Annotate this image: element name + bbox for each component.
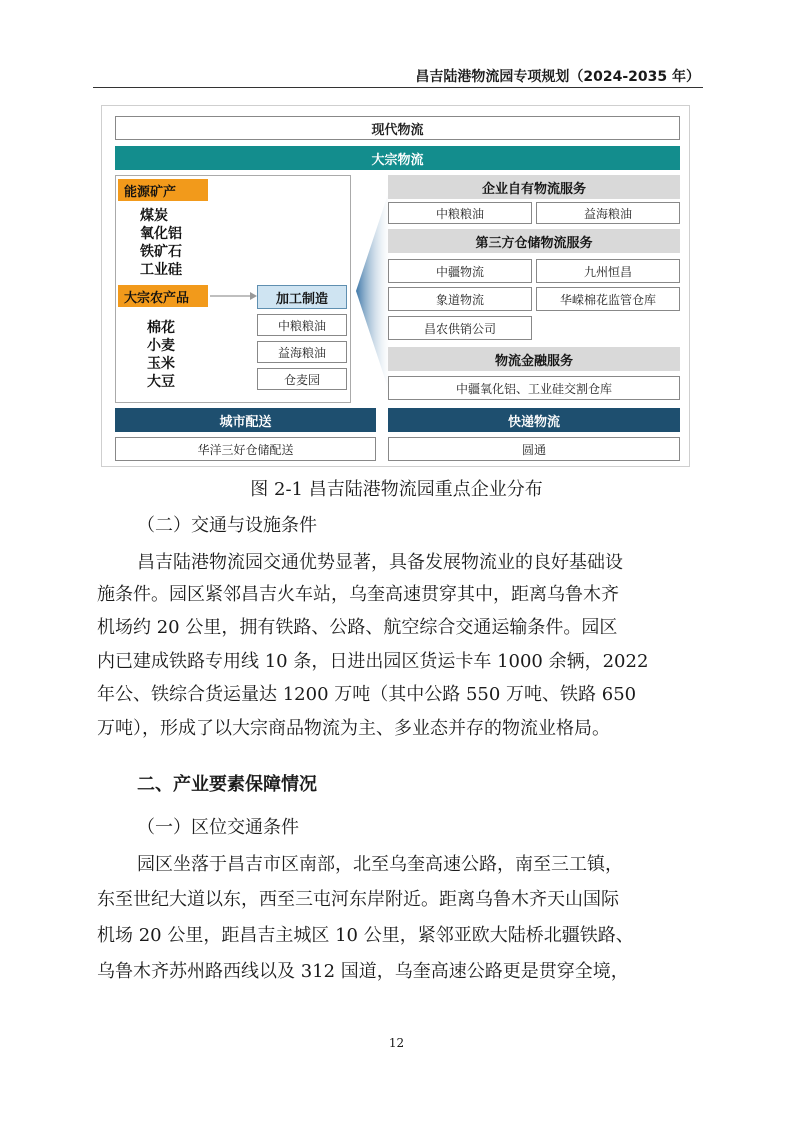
processing-label: 加工制造 (257, 285, 347, 309)
agri-item: 小麦 (147, 338, 175, 354)
text-line: 万吨），形成了以大宗商品物流为主、多业态并存的物流业格局。 (97, 718, 610, 739)
processing-item: 中粮粮油 (257, 314, 347, 336)
express-label: 快递物流 (388, 408, 680, 432)
city-delivery-item: 华洋三好仓储配送 (115, 437, 376, 461)
self-logistics-item: 中粮粮油 (388, 202, 532, 224)
arrow-right-icon (208, 289, 258, 303)
energy-minerals-list (140, 207, 182, 279)
self-logistics-item: 益海粮油 (536, 202, 680, 224)
energy-item: 氧化铝 (140, 226, 182, 242)
text-line: 机场 20 公里，距昌吉主城区 10 公里，紧邻亚欧大陆桥北疆铁路、 (97, 925, 634, 946)
third-party-item: 昌农供销公司 (388, 316, 532, 340)
agri-item: 大豆 (147, 374, 175, 390)
text-line: 昌吉陆港物流园交通优势显著，具备发展物流业的良好基础设 (137, 552, 623, 573)
subsection-heading: （二）交通与设施条件 (137, 515, 317, 536)
finance-item: 中疆氧化铝、工业硅交割仓库 (388, 376, 680, 400)
finance-label: 物流金融服务 (388, 347, 680, 371)
self-logistics-label: 企业自有物流服务 (388, 175, 680, 199)
energy-item: 煤炭 (140, 208, 168, 224)
text-line: 园区坐落于昌吉市区南部，北至乌奎高速公路，南至三工镇， (137, 854, 623, 875)
text-line: 施条件。园区紧邻昌吉火车站，乌奎高速贯穿其中，距离乌鲁木齐 (97, 584, 619, 605)
energy-minerals-label: 能源矿产 (118, 179, 208, 201)
agri-item: 棉花 (147, 320, 175, 336)
processing-item: 仓麦园 (257, 368, 347, 390)
agri-products-list (147, 319, 175, 391)
modern-logistics-bar: 现代物流 (115, 116, 680, 140)
big-arrow-left-icon (354, 178, 390, 404)
third-party-item: 华嵘棉花监管仓库 (536, 287, 680, 311)
text-line: 乌鲁木齐苏州路西线以及 312 国道，乌奎高速公路更是贯穿全境， (97, 961, 629, 982)
third-party-item: 中疆物流 (388, 259, 532, 283)
figure-enterprise-distribution (101, 105, 690, 467)
bulk-logistics-bar: 大宗物流 (115, 146, 680, 170)
page-number: 12 (388, 1036, 405, 1050)
energy-item: 工业硅 (140, 262, 182, 278)
text-line: 内已建成铁路专用线 10 条，日进出园区货运卡车 1000 余辆，2022 (97, 651, 649, 672)
text-line: 年公、铁综合货运量达 1200 万吨（其中公路 550 万吨、铁路 650 (97, 684, 637, 705)
third-party-label: 第三方仓储物流服务 (388, 229, 680, 253)
header-rule (93, 87, 703, 88)
agri-item: 玉米 (147, 356, 175, 372)
text-line: 东至世纪大道以东，西至三屯河东岸附近。距离乌鲁木齐天山国际 (97, 889, 619, 910)
third-party-item: 象道物流 (388, 287, 532, 311)
processing-item: 益海粮油 (257, 341, 347, 363)
section-heading: 二、产业要素保障情况 (137, 774, 317, 795)
express-item: 圆通 (388, 437, 680, 461)
subsection-heading: （一）区位交通条件 (137, 817, 299, 838)
city-delivery-label: 城市配送 (115, 408, 376, 432)
energy-item: 铁矿石 (140, 244, 182, 260)
text-line: 机场约 20 公里，拥有铁路、公路、航空综合交通运输条件。园区 (97, 617, 618, 638)
agri-products-label: 大宗农产品 (118, 285, 208, 307)
header-title: 昌吉陆港物流园专项规划（2024-2035 年） (415, 69, 700, 85)
third-party-item: 九州恒昌 (536, 259, 680, 283)
figure-caption: 图 2-1 昌吉陆港物流园重点企业分布 (250, 479, 543, 500)
